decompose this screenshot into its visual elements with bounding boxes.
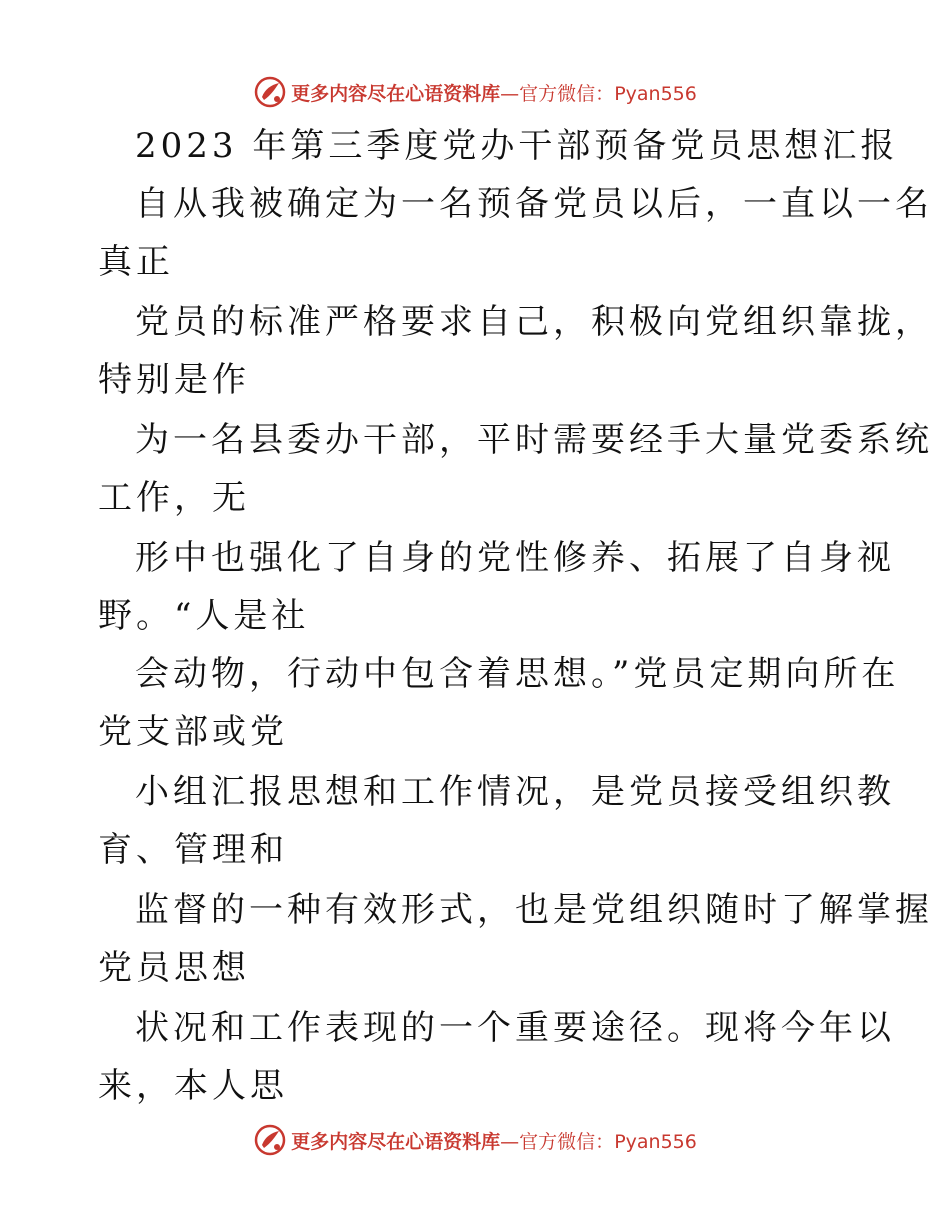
text-line-1: 自从我被确定为一名预备党员以后，一直以一名 xyxy=(135,184,933,224)
text-line-16: 来，本人思 xyxy=(98,1066,288,1106)
watermark-wechat: 官方微信： xyxy=(519,82,615,105)
logo-icon xyxy=(253,1123,287,1157)
text-line-8: 野。“人是社 xyxy=(98,596,310,636)
text-line-4: 特别是作 xyxy=(98,360,250,400)
text-line-2: 真正 xyxy=(98,242,174,282)
watermark-main: 更多内容尽在心语资料库 xyxy=(291,1130,501,1153)
text-line-3: 党员的标准严格要求自己，积极向党组织靠拢， xyxy=(135,302,933,342)
text-line-5: 为一名县委办干部，平时需要经手大量党委系统 xyxy=(135,420,933,460)
logo-icon xyxy=(253,75,287,109)
watermark-text xyxy=(291,79,697,106)
text-line-15: 状况和工作表现的一个重要途径。现将今年以 xyxy=(135,1008,895,1048)
text-line-6: 工作，无 xyxy=(98,478,250,518)
watermark-id: Pyan556 xyxy=(614,82,697,105)
watermark-id: Pyan556 xyxy=(614,1130,697,1153)
text-line-7: 形中也强化了自身的党性修养、拓展了自身视 xyxy=(135,538,895,578)
text-line-10: 党支部或党 xyxy=(98,712,288,752)
watermark-main: 更多内容尽在心语资料库 xyxy=(291,82,501,105)
watermark-dash: — xyxy=(500,82,520,105)
text-line-9: 会动物，行动中包含着思想。”党员定期向所在 xyxy=(135,654,900,694)
document-title: 2023 年第三季度党办干部预备党员思想汇报 xyxy=(135,126,899,166)
watermark-wechat: 官方微信： xyxy=(519,1130,615,1153)
watermark-footer xyxy=(0,1120,950,1160)
text-line-14: 党员思想 xyxy=(98,948,250,988)
text-line-12: 育、管理和 xyxy=(98,830,288,870)
watermark-dash: — xyxy=(500,1130,520,1153)
text-line-11: 小组汇报思想和工作情况，是党员接受组织教 xyxy=(135,772,895,812)
watermark-header xyxy=(0,72,950,112)
text-line-13: 监督的一种有效形式，也是党组织随时了解掌握 xyxy=(135,890,933,930)
watermark-text xyxy=(291,1127,697,1154)
